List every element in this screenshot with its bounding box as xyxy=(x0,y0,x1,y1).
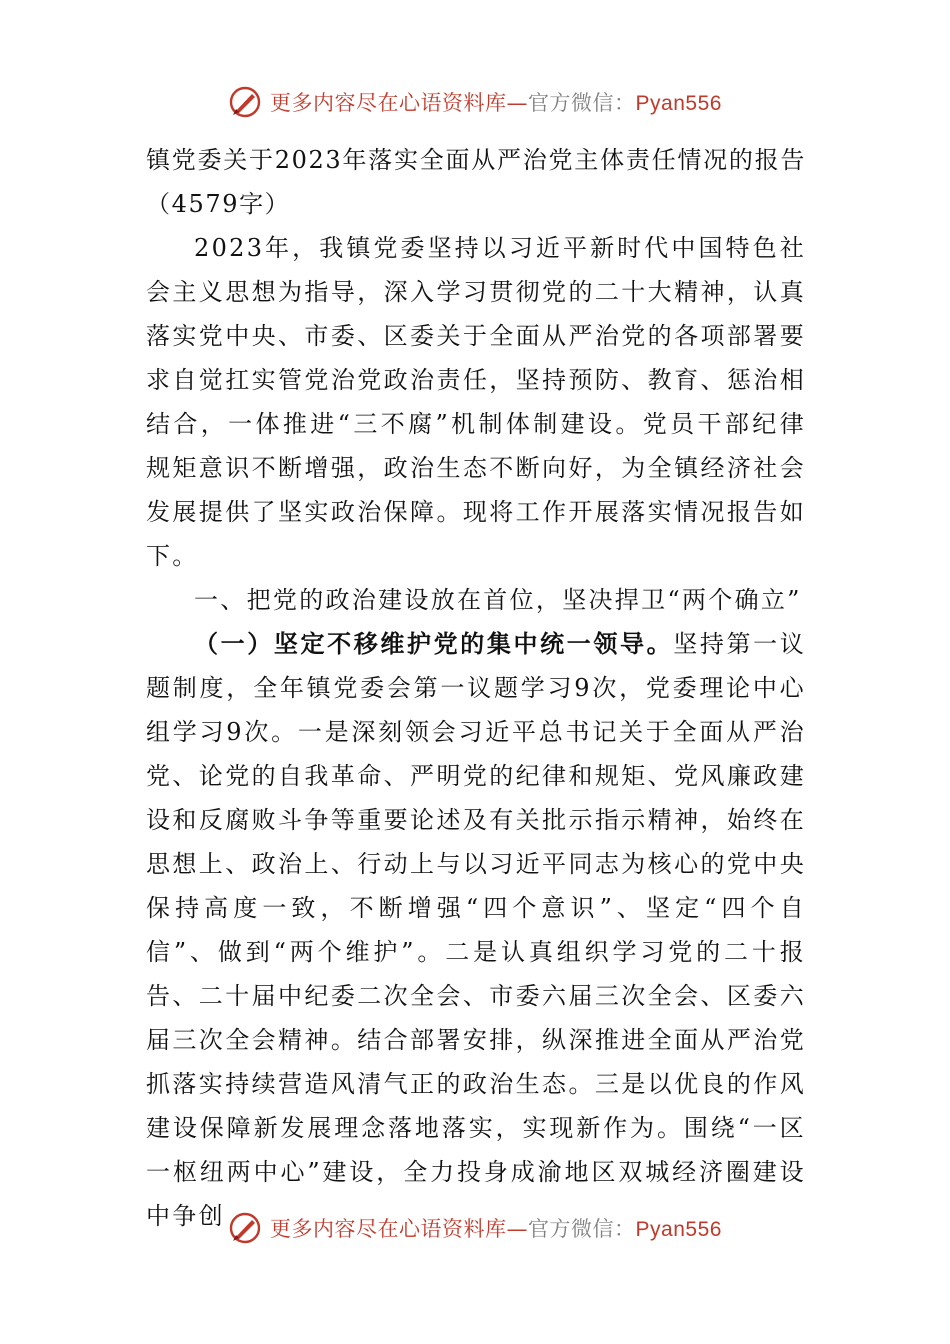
watermark-wechat-id: Pyan556 xyxy=(635,1218,722,1241)
watermark-official: 官方微信： xyxy=(528,1217,636,1241)
watermark-wechat-id: Pyan556 xyxy=(635,92,722,115)
watermark-brand: 更多内容尽在心语资料库 xyxy=(270,91,507,115)
document-body xyxy=(146,138,806,1238)
document-title: 镇党委关于2023年落实全面从严治党主体责任情况的报告（4579字） xyxy=(146,146,806,218)
watermark-dash: — xyxy=(506,91,529,115)
pen-logo-icon xyxy=(228,85,262,119)
footer-watermark xyxy=(0,1208,950,1248)
watermark-brand: 更多内容尽在心语资料库 xyxy=(270,1217,507,1241)
subsection-paragraph-1 xyxy=(146,622,806,1238)
subsection-lead-1: （一）坚定不移维护党的集中统一领导。 xyxy=(194,629,674,658)
header-watermark xyxy=(0,82,950,122)
watermark-official: 官方微信： xyxy=(528,91,636,115)
watermark-dash: — xyxy=(506,1217,529,1241)
intro-paragraph: 2023年，我镇党委坚持以习近平新时代中国特色社会主义思想为指导，深入学习贯彻党的二十大精神，认真落实党中央、市委、区委关于全面从严治党的各项部署要求自觉扛实管党治党政治责任，坚持预防、教育、惩治相结合，一体推进“三不腐”机制体制建设。党员干部纪律规矩意识不断增强，政治生态不断向好，为全镇经济社会发展提供了坚实政治保障。现将工作开展落实情况报告如下。 xyxy=(146,234,806,570)
pen-logo-icon xyxy=(228,1211,262,1245)
watermark-text xyxy=(270,1213,722,1243)
watermark-text xyxy=(270,87,722,117)
section-heading-1: 一、把党的政治建设放在首位，坚决捍卫“两个确立” xyxy=(194,586,802,614)
subsection-body-1: 坚持第一议题制度，全年镇党委会第一议题学习9次，党委理论中心组学习9次。一是深刻领会习近平总书记关于全面从严治党、论党的自我革命、严明党的纪律和规矩、党风廉政建设和反腐败斗争等重要论述及有关批示指示精神，始终在思想上、政治上、行动上与以习近平同志为核心的党中央保持高度一致，不断增强“四个意识”、坚定“四个自信”、做到“两个维护”。二是认真组织学习党的二十报告、二十届中纪委二次全会、市委六届三次全会、区委六届三次全会精神。结合部署安排，纵深推进全面从严治党抓落实持续营造风清气正的政治生态。三是以优良的作风建设保障新发展理念落地落实，实现新作为。围绕“一区一枢纽两中心”建设，全力投身成渝地区双城经济圈建设中争创 xyxy=(146,630,806,1230)
